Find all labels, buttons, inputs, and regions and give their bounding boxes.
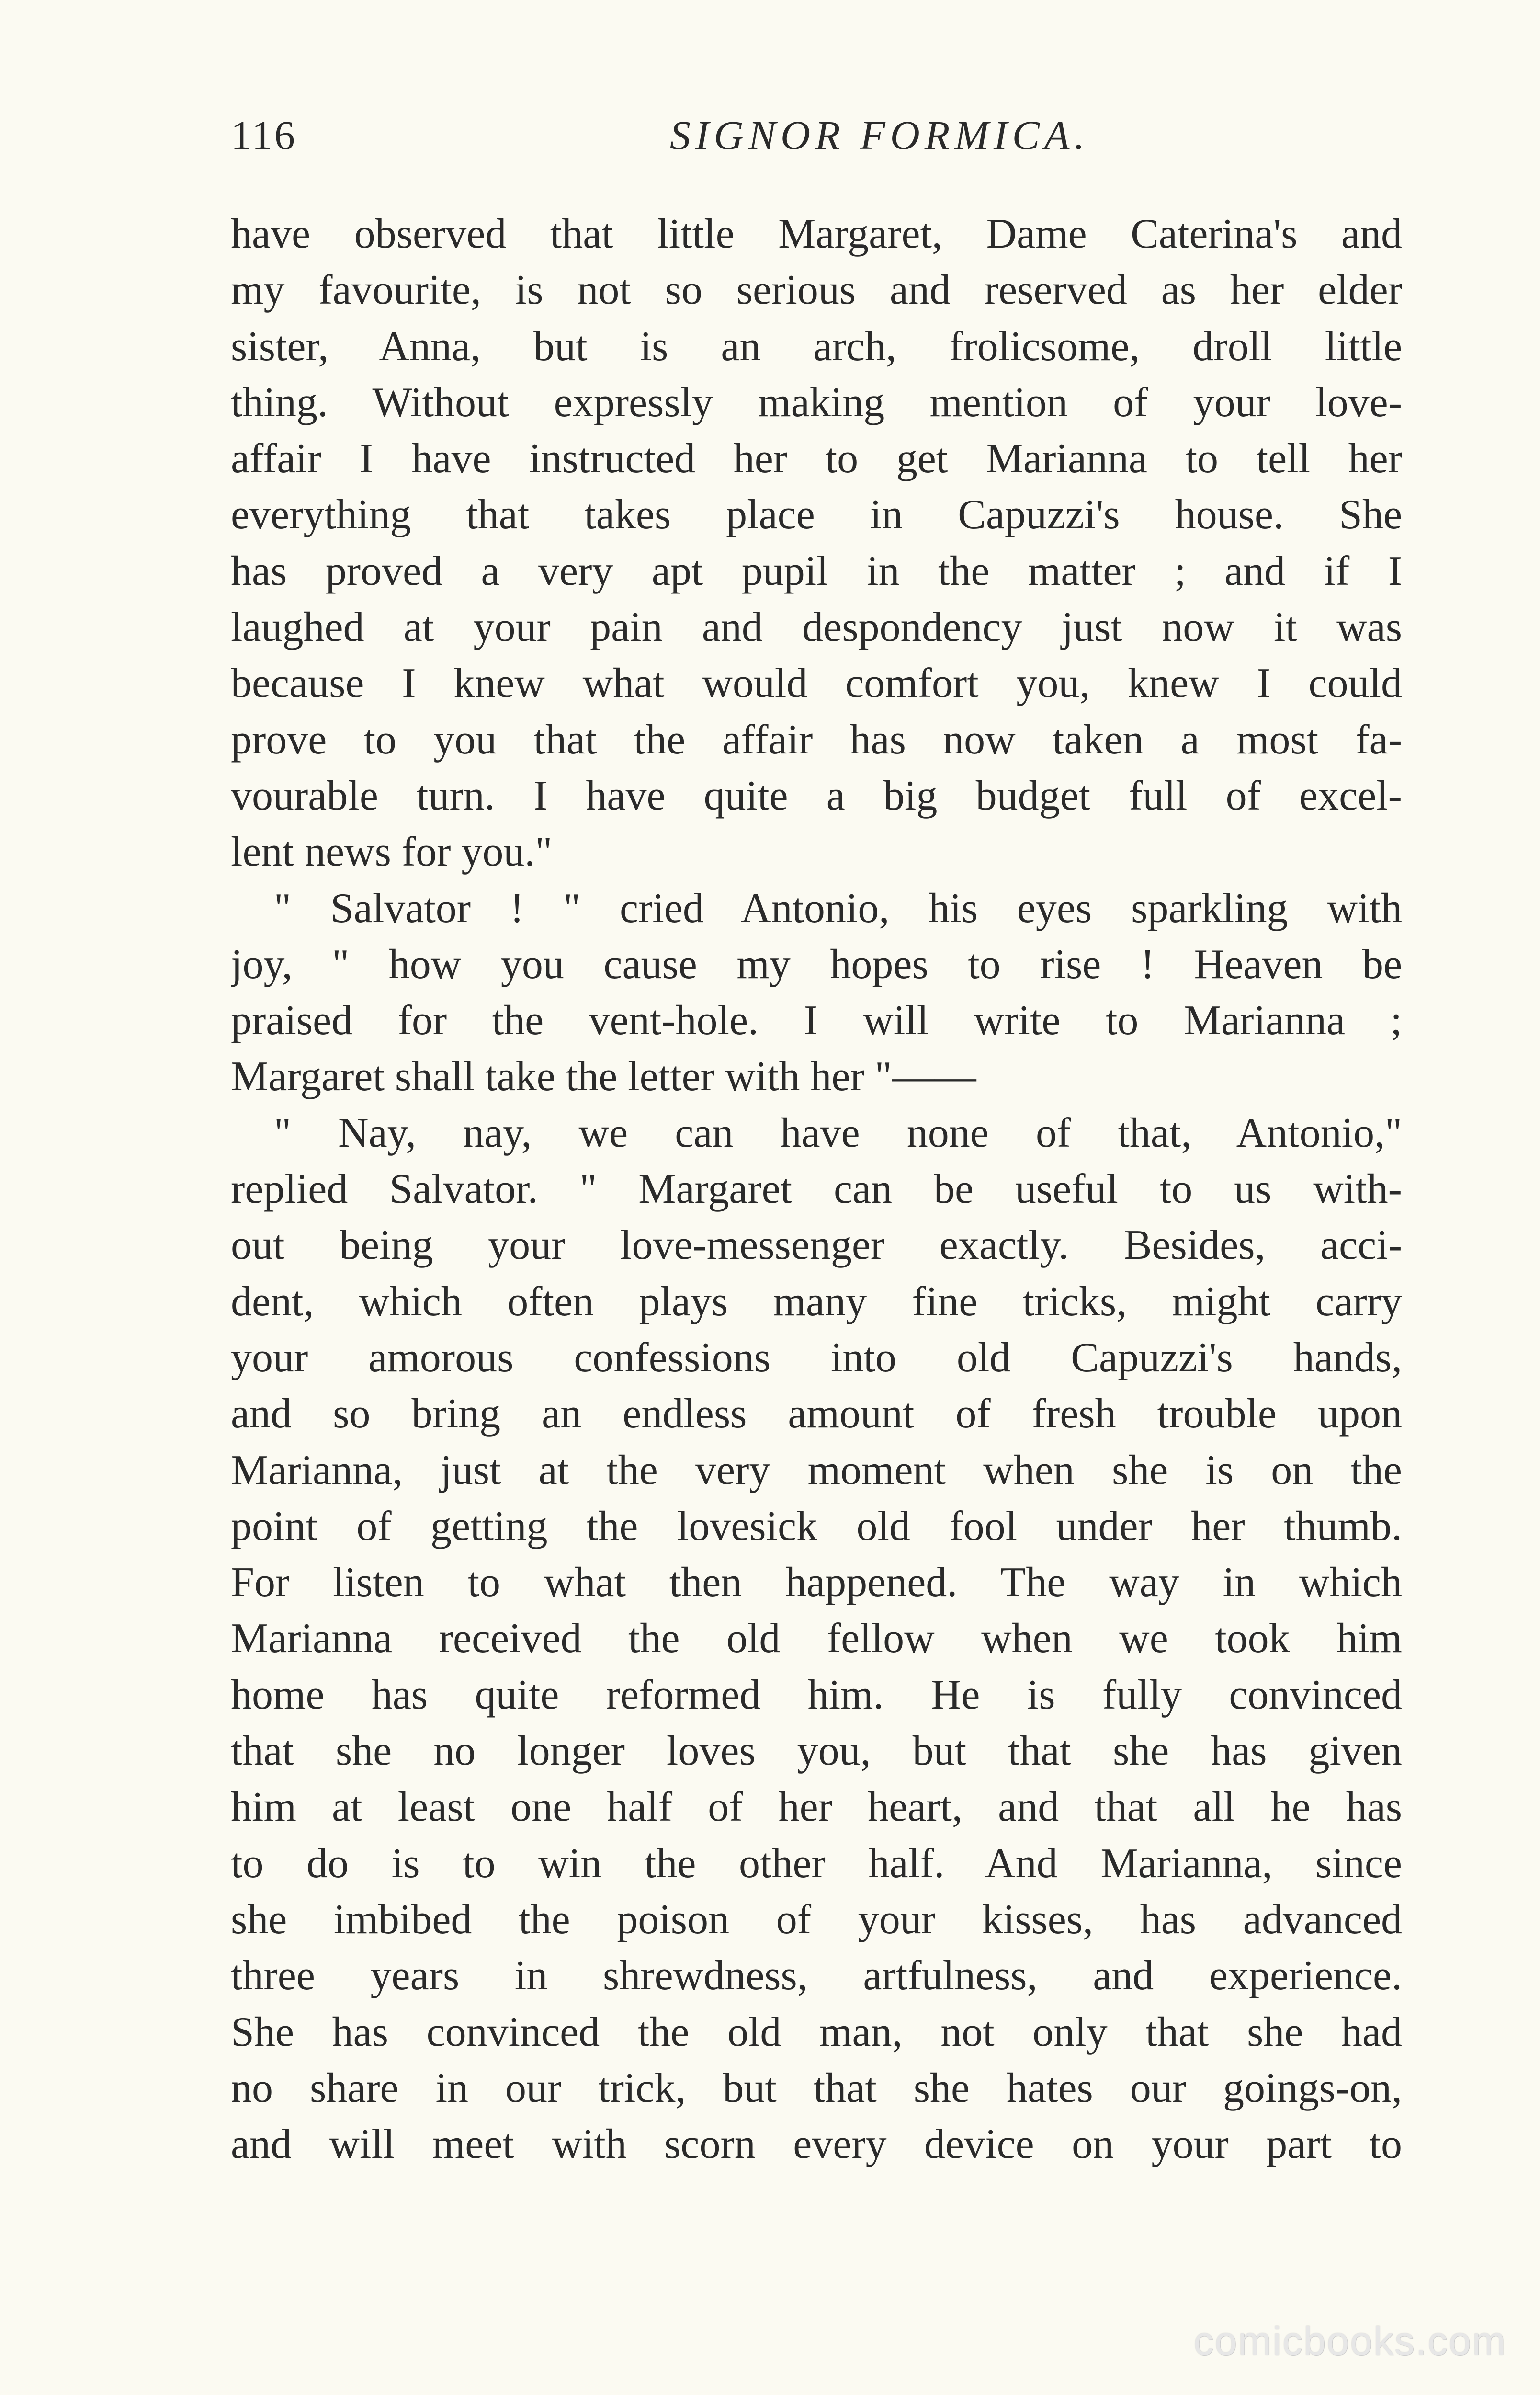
text-line: out being your love-messenger exactly. Besides, acci- xyxy=(231,1222,1402,1269)
text-line: my favourite, is not so serious and reserved as her elder xyxy=(231,267,1402,314)
body-text xyxy=(231,206,1402,2172)
text-line: affair I have instructed her to get Marianna to tell her xyxy=(231,435,1402,482)
text-line: that she no longer loves you, but that she has given xyxy=(231,1728,1402,1775)
text-line: to do is to win the other half. And Marianna, since xyxy=(231,1840,1402,1887)
page-number: 116 xyxy=(231,112,297,158)
text-line: laughed at your pain and despondency just now it was xyxy=(231,604,1402,651)
text-line: joy, " how you cause my hopes to rise ! Heaven be xyxy=(231,941,1402,988)
text-line: your amorous confessions into old Capuzzi's hands, xyxy=(231,1334,1402,1381)
text-line: has proved a very apt pupil in the matter ; and if I xyxy=(231,547,1402,594)
text-line: and will meet with scorn every device on your part to xyxy=(231,2121,1402,2168)
text-line: him at least one half of her heart, and that all he has xyxy=(231,1784,1402,1831)
text-line: For listen to what then happened. The way in which xyxy=(231,1559,1402,1606)
running-title: SIGNOR FORMICA. xyxy=(669,112,1090,158)
text-line: vourable turn. I have quite a big budget full of excel- xyxy=(231,772,1402,819)
text-line: she imbibed the poison of your kisses, has advanced xyxy=(231,1896,1402,1943)
running-head xyxy=(231,111,1414,169)
text-line: have observed that little Margaret, Dame Caterina's and xyxy=(231,211,1402,257)
text-line: no share in our trick, but that she hates our goings-on, xyxy=(231,2064,1402,2111)
text-line: dent, which often plays many fine tricks, might carry xyxy=(231,1278,1402,1325)
text-line: home has quite reformed him. He is fully convinced xyxy=(231,1671,1402,1718)
text-line: praised for the vent-hole. I will write to Marianna ; xyxy=(231,997,1402,1044)
text-line: sister, Anna, but is an arch, frolicsome, droll little xyxy=(231,323,1402,370)
text-line: replied Salvator. " Margaret can be useful to us with- xyxy=(231,1166,1402,1213)
text-line: Marianna, just at the very moment when she is on the xyxy=(231,1447,1402,1494)
text-line: Marianna received the old fellow when we took him xyxy=(231,1615,1402,1662)
text-line: " Salvator ! " cried Antonio, his eyes sparkling with xyxy=(274,885,1402,932)
text-line: three years in shrewdness, artfulness, and experience. xyxy=(231,1952,1402,1999)
text-line: lent news for you." xyxy=(231,829,553,876)
text-line: She has convinced the old man, not only that she had xyxy=(231,2008,1402,2055)
text-line: everything that takes place in Capuzzi's house. She xyxy=(231,491,1402,538)
text-line: point of getting the lovesick old fool under her thumb. xyxy=(231,1503,1402,1550)
text-line: Margaret shall take the letter with her "—— xyxy=(231,1053,976,1100)
text-line: because I knew what would comfort you, knew I could xyxy=(231,660,1402,707)
text-line: prove to you that the affair has now taken a most fa- xyxy=(231,716,1402,763)
watermark: comicbooks.com xyxy=(1193,2318,1506,2363)
text-line: and so bring an endless amount of fresh trouble upon xyxy=(231,1391,1402,1437)
text-line: " Nay, nay, we can have none of that, Antonio," xyxy=(274,1109,1402,1156)
text-line: thing. Without expressly making mention of your love- xyxy=(231,379,1402,426)
